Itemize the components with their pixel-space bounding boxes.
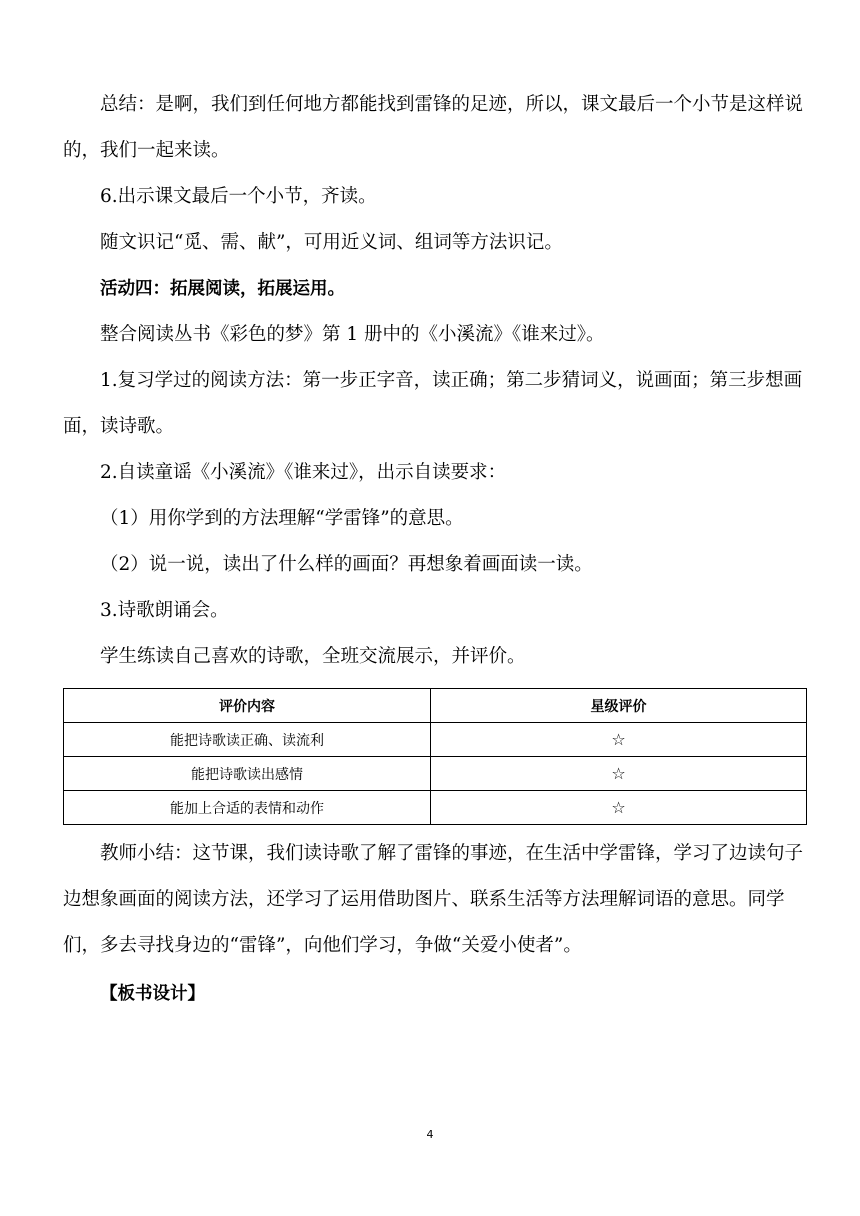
- table-row: [64, 723, 807, 757]
- row-content: 能加上合适的表情和动作: [64, 791, 431, 825]
- teacher-summary-paragraph: 教师小结：这节课，我们读诗歌了解了雷锋的事迹，在生活中学雷锋，学习了边读句子边想象画面的阅读方法，还学习了运用借助图片、联系生活等方法理解词语的意思。同学们，多去寻找身边的“雷锋”，向他们学习，争做“关爱小使者”。: [63, 843, 804, 956]
- reading-book-paragraph: 整合阅读丛书《彩色的梦》第 1 册中的《小溪流》《谁来过》。: [100, 324, 605, 345]
- table-row: [64, 757, 807, 791]
- vocabulary-paragraph: 随文识记“觅、需、献”，可用近义词、组词等方法识记。: [100, 232, 563, 253]
- star-icon: ☆: [431, 757, 807, 791]
- board-design-heading: 【板书设计】: [100, 984, 205, 1004]
- requirement-2: （2）说一说，读出了什么样的画面？再想象着画面读一读。: [100, 554, 593, 575]
- row-content: 能把诗歌读正确、读流利: [64, 723, 431, 757]
- recital-paragraph: 3.诗歌朗诵会。: [100, 600, 229, 621]
- self-reading-paragraph: 2.自读童谣《小溪流》《谁来过》，出示自读要求：: [100, 462, 507, 483]
- document-page: [63, 82, 807, 1009]
- review-method-paragraph: 1.复习学过的阅读方法：第一步正字音，读正确；第二步猜词义，说画面；第三步想画面，读诗歌。: [63, 370, 803, 437]
- requirement-1: （1）用你学到的方法理解“学雷锋”的意思。: [100, 508, 464, 529]
- table-row: [64, 791, 807, 825]
- header-content: 评价内容: [64, 689, 431, 723]
- practice-paragraph: 学生练读自己喜欢的诗歌，全班交流展示，并评价。: [100, 646, 526, 667]
- page-number: 4: [426, 1128, 434, 1141]
- activity-4-heading: 活动四：拓展阅读，拓展运用。: [100, 279, 345, 299]
- step-6-paragraph: 6.出示课文最后一个小节，齐读。: [100, 186, 377, 207]
- table-header-row: [64, 689, 807, 723]
- row-content: 能把诗歌读出感情: [64, 757, 431, 791]
- summary-paragraph: 总结：是啊，我们到任何地方都能找到雷锋的足迹，所以，课文最后一个小节是这样说的，我们一起来读。: [63, 94, 804, 161]
- star-icon: ☆: [431, 791, 807, 825]
- header-rating: 星级评价: [431, 689, 807, 723]
- star-icon: ☆: [431, 723, 807, 757]
- evaluation-table: [63, 688, 807, 825]
